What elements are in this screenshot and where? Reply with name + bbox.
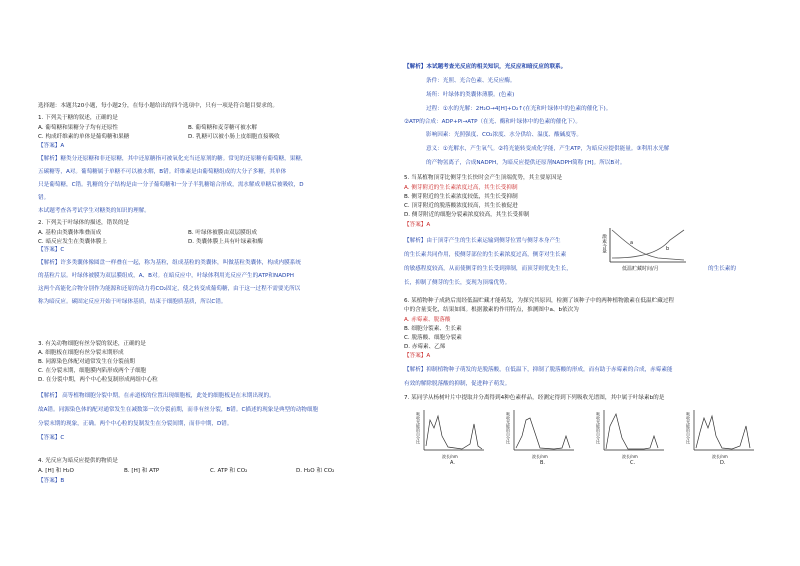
q4-exp-condition: 条件：光照、光合色素、光反应酶。 xyxy=(426,78,516,84)
q1-stem: 1. 下列关于糖的叙述，正确的是 xyxy=(38,115,118,121)
q3-exp-1: 【解析】 高等植物细胞分裂中期，在赤道板的位置出现细胞板，此处的细胞板是在末期出现的。 xyxy=(38,393,275,399)
spectrum-panel-c xyxy=(594,406,666,464)
fig-curve-b xyxy=(612,230,684,258)
panel-b-ylabel: 吸收光能的百分比 xyxy=(506,412,511,444)
q3-exp-3: 分裂末期的现象，正确。两个中心粒的复制发生在分裂间期，而非中期，D错。 xyxy=(38,421,233,427)
q4-exp-meaning-2: 的产物氢离子，合成NADPH，为暗反应提供还原剂NADPH简称 [H]。所以B对。 xyxy=(426,160,626,166)
q5-option-c: C. 顶芽附近的脱落酸浓度较高，其生长被促进 xyxy=(404,203,518,209)
q6-stem-2: 中的含量变化，结果如图。根据激素的作用特点，推测图中a、b依次为 xyxy=(404,307,579,313)
q5-option-b: B. 侧芽附近的生长素浓度较低，其生长受抑制 xyxy=(404,194,518,200)
q3-stem: 3. 有关动物细胞有丝分裂的叙述，正确的是 xyxy=(38,341,146,347)
q5-option-a: A. 侧芽附近的生长素浓度过高，其生长受抑制 xyxy=(404,185,518,191)
q1-option-d: D. 乳糖可以被小肠上皮细胞直接吸收 xyxy=(188,134,280,140)
q1-option-c: C. 构成纤维素的单体是葡萄糖和果糖 xyxy=(38,134,130,140)
q4-exp-meaning-1: 意义：①光解水，产生氧气。②将光能转变成化学能，产生ATP，为暗反应提供能量。③利用水光解 xyxy=(426,146,670,152)
q5-exp-tail: 的生长素的 xyxy=(708,266,736,272)
fig-y-label: 激素含量 xyxy=(601,234,606,254)
panel-d-ylabel: 吸收光能的百分比 xyxy=(686,412,691,444)
panel-a-ylabel: 吸收光能的百分比 xyxy=(416,412,421,444)
q4-option-a: A. [H] 和 H₂O xyxy=(38,468,74,474)
panel-b-xlabel: 波长/nm xyxy=(532,454,548,459)
q2-exp-4: 称为暗反应。碳固定反应开始于叶绿体基质，结束于细胞质基质，所以C错。 xyxy=(38,299,227,305)
q3-answer: 【答案】C xyxy=(38,435,65,441)
q5-stem: 5. 当某植物顶芽比侧芽生长快时会产生顶端优势，其主要原因是 xyxy=(404,175,563,181)
q4-exp-atp: ②ATP的合成：ADP+Pi→ATP（在光、酶和叶绿体中的色素的催化下）。 xyxy=(404,119,581,125)
q3-option-a: A. 细胞板在细胞有丝分裂末期形成 xyxy=(38,350,124,356)
fig-label-b: b xyxy=(666,246,670,252)
q2-option-a: A. 基粒由类囊体堆叠而成 xyxy=(38,230,102,236)
q4-option-b: B. [H] 和 ATP xyxy=(124,468,160,474)
panel-a-xlabel: 波长/nm xyxy=(442,454,458,459)
q1-exp-4: 错。 xyxy=(38,195,50,201)
q6-option-c: C. 脱落酸、细胞分裂素 xyxy=(404,335,462,341)
q2-answer: 【答案】C xyxy=(38,247,65,253)
q6-option-a: A. 赤霉素、脱落酸 xyxy=(404,317,451,323)
q6-answer: 【答案】A xyxy=(404,353,431,359)
q1-exp-2: 五碳糖等，A对。葡萄糖属于单糖不可以被水解，B错。纤维素是由葡萄糖组成的大分子多糖，其单体 xyxy=(38,169,287,175)
panel-c-label: C. xyxy=(630,460,636,466)
q1-option-b: B. 葡萄糖和麦芽糖可被水解 xyxy=(188,125,257,131)
hormone-figure xyxy=(600,224,690,274)
spectrum-panel-b xyxy=(504,406,576,464)
q2-exp-3: 这两个高能化合物分别作为能源和还原的动力将CO₂固定，使之转变成葡萄糖，由于这一过程不需要光所以 xyxy=(38,286,301,292)
q1-exp-3: 只是葡萄糖，C错。乳糖的分子结构是由一分子葡萄糖和一分子半乳糖缩合形成，需水解成单糖后被吸收，D xyxy=(38,182,304,188)
q6-exp-1: 【解析】抑制植物种子萌发的是脱落酸，在低温下，抑制了脱落酸的形成，而有助于赤霉素的合成，赤霉素能 xyxy=(404,367,673,373)
q6-stem-1: 6. 某植物种子成熟后需经低温贮藏才能萌发，为探究其原因，检测了该种子中的两种植物激素在低温贮藏过程 xyxy=(404,298,675,304)
q2-stem: 2. 下列关于叶绿体的描述，错误的是 xyxy=(38,220,130,226)
panel-a-label: A. xyxy=(450,460,455,466)
panel-c-ylabel: 吸收光能的百分比 xyxy=(596,412,601,444)
spectrum-panel-d xyxy=(684,406,756,464)
section-intro: 选择题：本题共20小题，每小题2分，在每小题给出的四个选项中，只有一项是符合题目要求的。 xyxy=(38,103,279,109)
q5-exp-4: 长，抑制了侧芽的生长，变现为顶端优势。 xyxy=(404,280,511,286)
q1-answer: 【答案】A xyxy=(38,143,65,149)
q2-option-b: B. 叶绿体被膜由双层膜组成 xyxy=(188,230,257,236)
q4-option-d: D. H₂O 和 CO₂ xyxy=(296,468,335,474)
q4-exp-title: 【解析】本试题考查光反应的相关知识，光反应和暗反应的联系。 xyxy=(404,64,567,70)
fig-label-a: a xyxy=(630,240,634,246)
q6-exp-2: 有效的解除脱落酸的抑制，促进种子萌发。 xyxy=(404,381,511,387)
panel-d-xlabel: 波长/nm xyxy=(712,454,728,459)
q1-option-a: A. 葡萄糖和果糖分子均有还原性 xyxy=(38,125,119,131)
q2-exp-1: 【解析】许多类囊体像圆盘一样叠在一起，称为基粒，组成基粒的类囊体，叫做基粒类囊体，构成内膜系统 xyxy=(38,260,301,266)
q6-option-d: D. 赤霉素、乙烯 xyxy=(404,344,446,350)
fig-curve-a xyxy=(612,230,684,260)
q6-option-b: B. 细胞分裂素、生长素 xyxy=(404,326,462,332)
q4-exp-process: 过程：①水的光解：2H₂O→4[H]+O₂↑(在光和叶绿体中的色素的催化下)。 xyxy=(426,106,612,112)
q5-exp-3: 的敏感程度较高，从而使侧芽的生长受到抑制，而顶芽则优先生长， xyxy=(404,266,572,272)
q3-option-d: D. 在分裂中期，两个中心粒复制形成两组中心粒 xyxy=(38,377,158,383)
q1-exp-1: 【解析】糖类分还原糖和非还原糖，其中还原糖指可被氧化充当还原剂的糖。常见的还原糖有葡萄糖，果糖， xyxy=(38,156,307,162)
q4-stem: 4. 光反应为暗反应提供的物质是 xyxy=(38,458,118,464)
q2-option-d: D. 类囊体膜上具有叶绿素和酶 xyxy=(188,239,263,245)
panel-d-label: D. xyxy=(720,460,726,466)
q4-option-c: C. ATP 和 CO₂ xyxy=(210,468,248,474)
q5-answer: 【答案】A xyxy=(404,222,431,228)
q4-exp-site: 场所：叶绿体的类囊体薄膜。(色素) xyxy=(426,92,515,98)
q2-option-c: C. 暗反应发生在类囊体膜上 xyxy=(38,239,107,245)
q5-exp-2: 的生长素共同作用，使侧芽部位的生长素浓度过高，侧芽对生长素 xyxy=(404,252,567,258)
q4-answer: 【答案】B xyxy=(38,478,65,484)
q4-exp-factors: 影响因素：光照强度、CO₂浓度、水分供给、温度、酸碱度等。 xyxy=(426,132,582,138)
spectrum-panel-a xyxy=(414,406,486,464)
q1-exp-5: 本试题考查各考试学生对糖类的知识的理解。 xyxy=(38,208,150,214)
q3-exp-2: 故A错。同源染色体的配对通常发生在减数第一次分裂前期，而非有丝分裂，B错。C描述的现象是典型的动物细胞 xyxy=(38,407,319,413)
q2-exp-2: 的基粒片层。叶绿体被膜为双层膜组成，A、B对。在暗反应中，叶绿体利用光反应产生的ATP和NADPH xyxy=(38,273,294,279)
panel-b-label: B. xyxy=(540,460,546,466)
q3-option-c: C. 在分裂末期，细胞膜内陷形成两个子细胞 xyxy=(38,368,147,374)
q5-option-d: D. 侧芽附近的细胞分裂素浓度较高，其生长受抑制 xyxy=(404,212,530,218)
q3-option-b: B. 同源染色体配对通常发生在分裂前期 xyxy=(38,359,135,365)
q5-exp-1: 【解析】由于顶芽产生的生长素运输到侧芽位置与侧芽本身产生 xyxy=(404,238,561,244)
fig-x-label: 低温贮藏时间/月 xyxy=(622,266,659,272)
q7-stem: 7. 某同学从杨树叶片中提取并分离得到4种色素样品，经测定得到下列吸收光谱图，其中属于叶绿素b的是 xyxy=(404,395,665,401)
panel-c-xlabel: 波长/nm xyxy=(622,454,638,459)
